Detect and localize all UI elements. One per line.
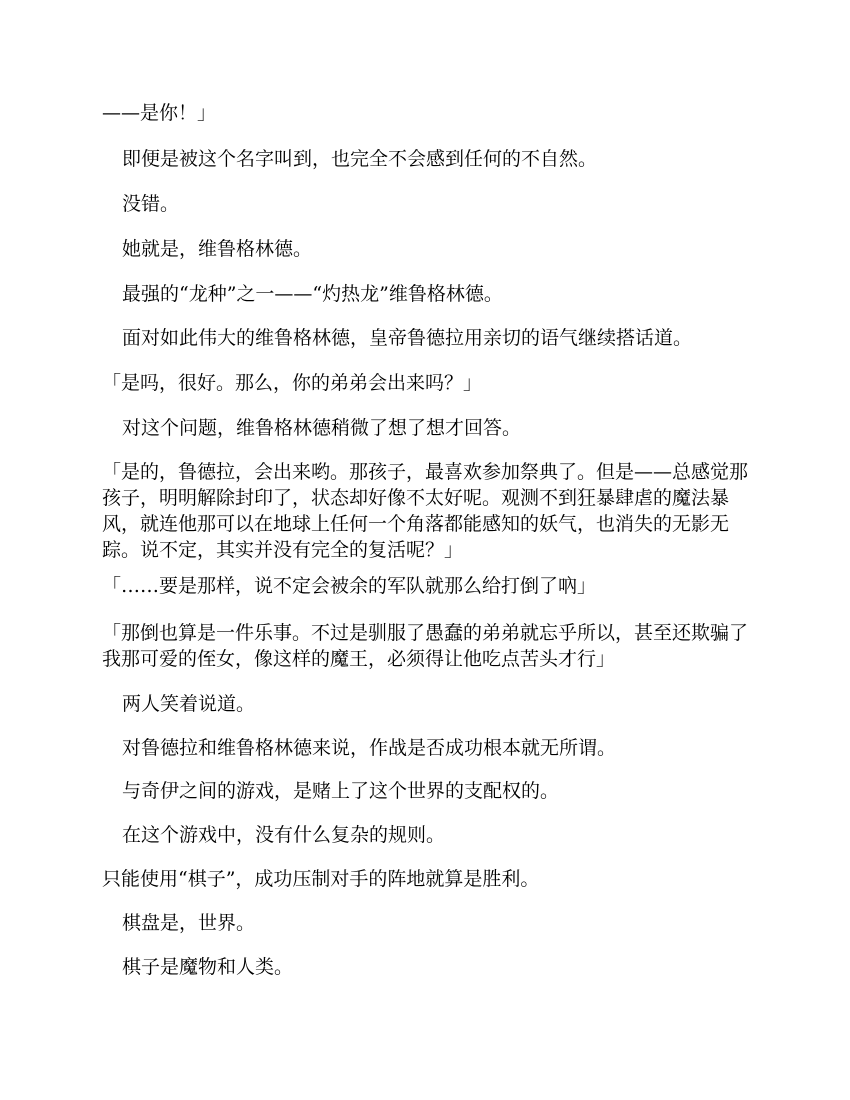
paragraph-9: 「是的，鲁德拉，会出来哟。那孩子，最喜欢参加祭典了。但是——总感觉那孩子，明明解除封印了，状态却好像不太好呢。观测不到狂暴肆虐的魔法暴风，就连他那可以在地球上任何一个角落都能感知的妖气，也消失的无影无踪。说不定，其实并没有完全的复活呢？」 [102,461,749,561]
paragraph-6: 面对如此伟大的维鲁格林德，皇帝鲁德拉用亲切的语气继续搭话道。 [122,327,693,349]
paragraph-8: 对这个问题，维鲁格林德稍微了想了想才回答。 [122,417,522,439]
paragraph-12: 两人笑着说道。 [122,693,256,715]
paragraph-11: 「那倒也算是一件乐事。不过是驯服了愚蠢的弟弟就忘乎所以，甚至还欺骗了我那可爱的侄女，像这样的魔王，必须得让他吃点苦头才行」 [102,622,749,670]
paragraph-5: 最强的“龙种”之一——“灼热龙”维鲁格林德。 [122,283,503,305]
paragraph-1: ——是你！」 [102,102,217,124]
paragraph-14: 与奇伊之间的游戏，是赌上了这个世界的支配权的。 [122,780,560,802]
paragraph-18: 棋子是魔物和人类。 [122,956,294,978]
paragraph-10: 「……要是那样，说不定会被余的军队就那么给打倒了吶」 [102,575,597,597]
paragraph-16: 只能使用“棋子”，成功压制对手的阵地就算是胜利。 [102,868,540,890]
paragraph-7: 「是吗，很好。那么，你的弟弟会出来吗？」 [102,372,483,394]
paragraph-4: 她就是，维鲁格林德。 [122,238,313,260]
paragraph-2: 即便是被这个名字叫到，也完全不会感到任何的不自然。 [122,148,598,170]
paragraph-3: 没错。 [122,193,180,215]
paragraph-15: 在这个游戏中，没有什么复杂的规则。 [122,824,446,846]
paragraph-13: 对鲁德拉和维鲁格林德来说，作战是否成功根本就无所谓。 [122,737,617,759]
paragraph-17: 棋盘是，世界。 [122,912,256,934]
